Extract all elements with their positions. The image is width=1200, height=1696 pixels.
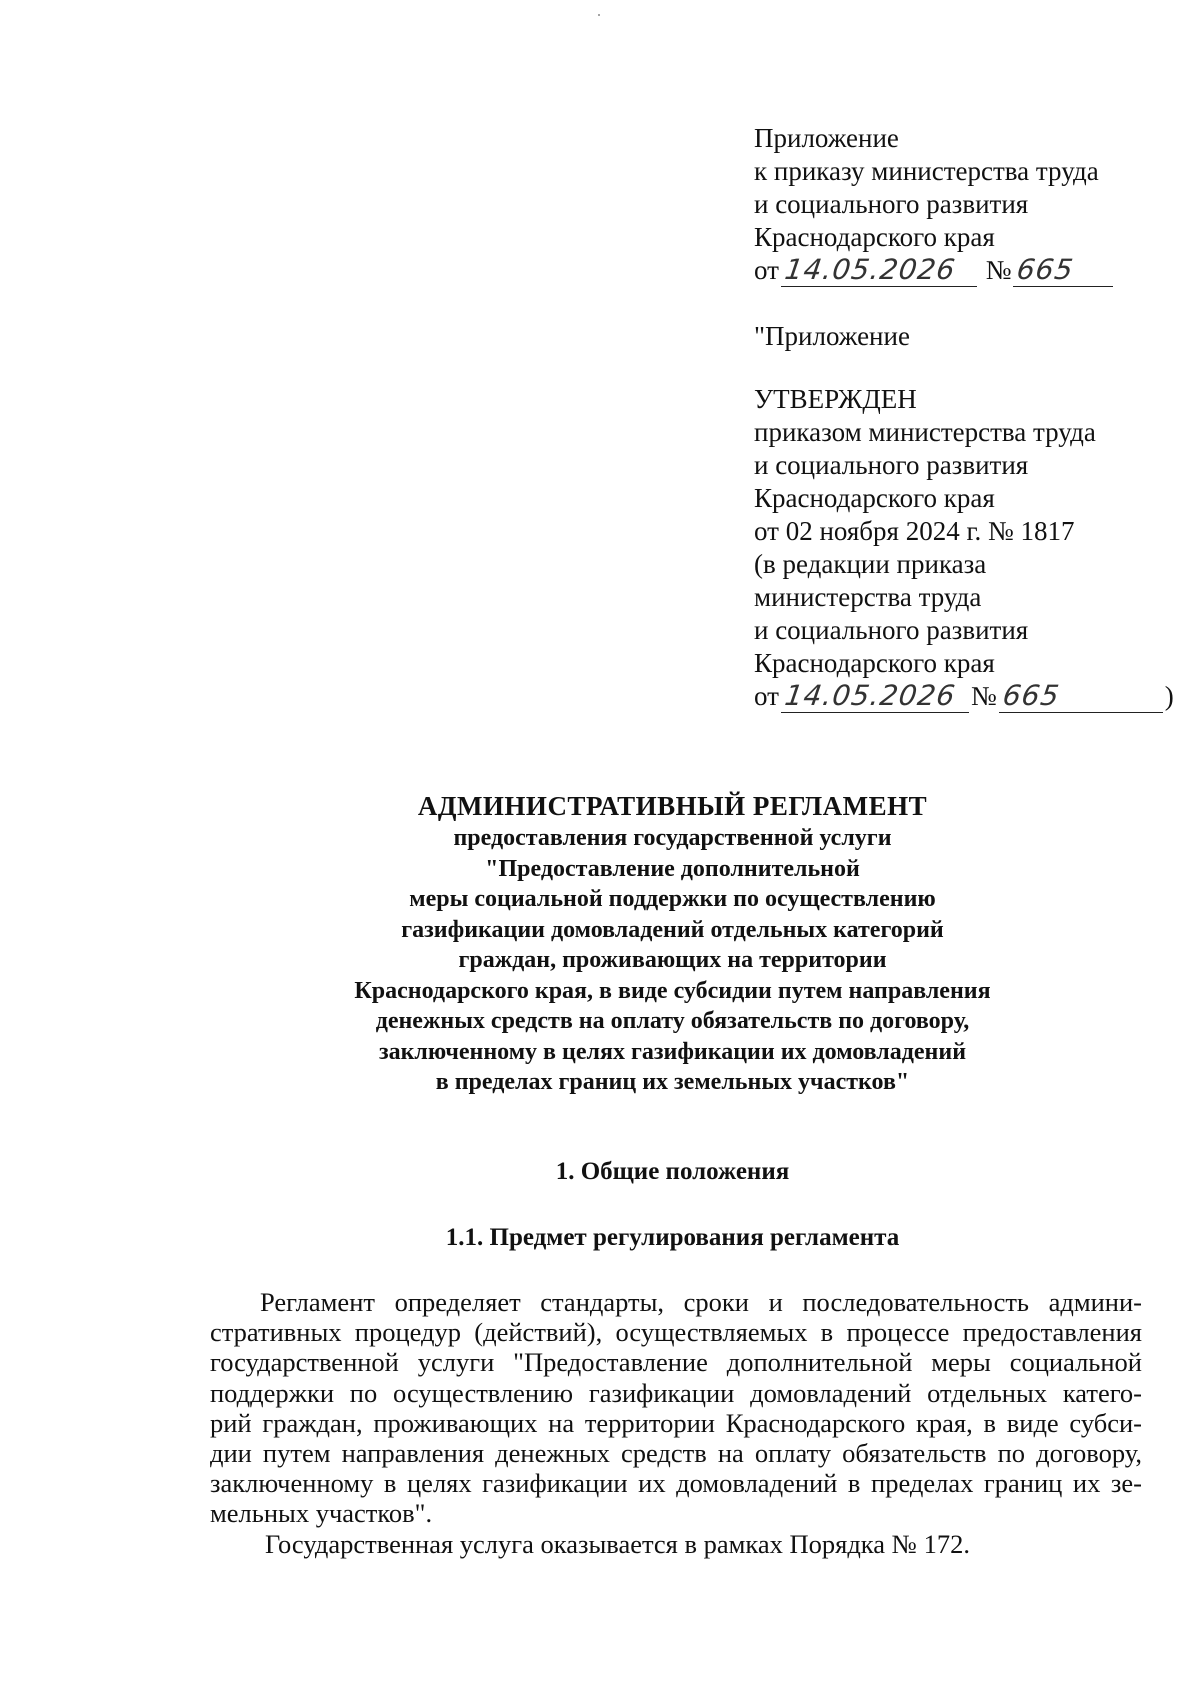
paragraph-line: государственной услуги "Предоставление дополнительной меры социальной [210, 1347, 1142, 1378]
approved-label: УТВЕРЖДЕН [754, 384, 917, 414]
title-line: в пределах границ их земельных участков" [435, 1069, 910, 1095]
approval-line: Краснодарского края [754, 483, 995, 513]
approval-line: Краснодарского края [754, 648, 995, 678]
subsection-heading: 1.1. Предмет регулирования регламента [445, 1224, 900, 1251]
title-line: граждан, проживающих на территории [458, 947, 887, 973]
section-heading: 1. Общие положения [555, 1158, 790, 1185]
body-text [210, 1287, 1142, 1559]
header-line: Краснодарского края [754, 222, 995, 252]
title-line: заключенному в целях газификации их домовладений [378, 1038, 967, 1065]
header-line: к приказу министерства труда [754, 156, 1099, 186]
date-fill-field [781, 679, 969, 713]
regulation-title [150, 790, 1195, 1098]
approval-line: (в редакции приказа [754, 549, 987, 579]
title-line: предоставления государственной услуги [453, 825, 892, 851]
header-line: Приложение [754, 123, 899, 153]
header-date-number-line [754, 254, 1154, 290]
title-main: АДМИНИСТРАТИВНЫЙ РЕГЛАМЕНТ [417, 791, 928, 821]
from-prefix: от [754, 255, 779, 285]
paragraph-line: Регламент определяет стандарты, сроки и последовательность админи- [260, 1287, 1142, 1317]
closing-parenthesis: ) [1164, 681, 1174, 711]
handwritten-number: 665 [1015, 253, 1077, 286]
header-line: и социального развития [754, 189, 1029, 219]
scan-speck [598, 14, 600, 16]
paragraph-line: дии путем направления денежных средств на оплату обязательств по договору, [210, 1437, 1142, 1468]
title-line: газификации домовладений отдельных категорий [401, 916, 944, 943]
number-fill-field [999, 679, 1163, 713]
handwritten-date: 14.05.2026 [782, 679, 958, 712]
paragraph-line: мельных участков". [210, 1498, 433, 1529]
handwritten-date: 14.05.2026 [782, 253, 958, 286]
title-line: денежных средств на оплату обязательств по договору, [375, 1008, 970, 1034]
handwritten-number: 665 [1000, 679, 1062, 712]
paragraph-line: Государственная услуга оказывается в рамках Порядка № 172. [265, 1528, 970, 1559]
paragraph-line: стративных процедур (действий), осуществляемых в процессе предоставления [210, 1317, 1142, 1348]
title-line: "Предоставление дополнительной [485, 855, 860, 882]
number-fill-field [1013, 253, 1113, 287]
paragraph-line: рий граждан, проживающих на территории Краснодарского края, в виде субси- [210, 1407, 1142, 1438]
from-prefix: от [754, 681, 779, 711]
approval-date-number-line [754, 679, 1174, 716]
approval-line: министерства труда [754, 582, 982, 612]
appendix-header [754, 122, 1174, 716]
approval-line: и социального развития [754, 615, 1029, 645]
title-line: меры социальной поддержки по осуществлению [409, 886, 936, 912]
number-prefix: № [985, 255, 1012, 285]
approval-line: от 02 ноября 2024 г. № 1817 [754, 516, 1075, 546]
date-fill-field [781, 253, 977, 287]
quoted-appendix-line: "Приложение [754, 321, 910, 351]
title-line: Краснодарского края, в виде субсидии путем направления [354, 977, 991, 1004]
paragraph-line: заключенному в целях газификации их домовладений в пределах границ их зе- [210, 1468, 1142, 1499]
number-prefix: № [970, 681, 997, 711]
paragraph-line: поддержки по осуществлению газификации домовладений отдельных катего- [210, 1377, 1142, 1408]
approval-line: приказом министерства труда [754, 417, 1096, 447]
approval-line: и социального развития [754, 450, 1029, 480]
